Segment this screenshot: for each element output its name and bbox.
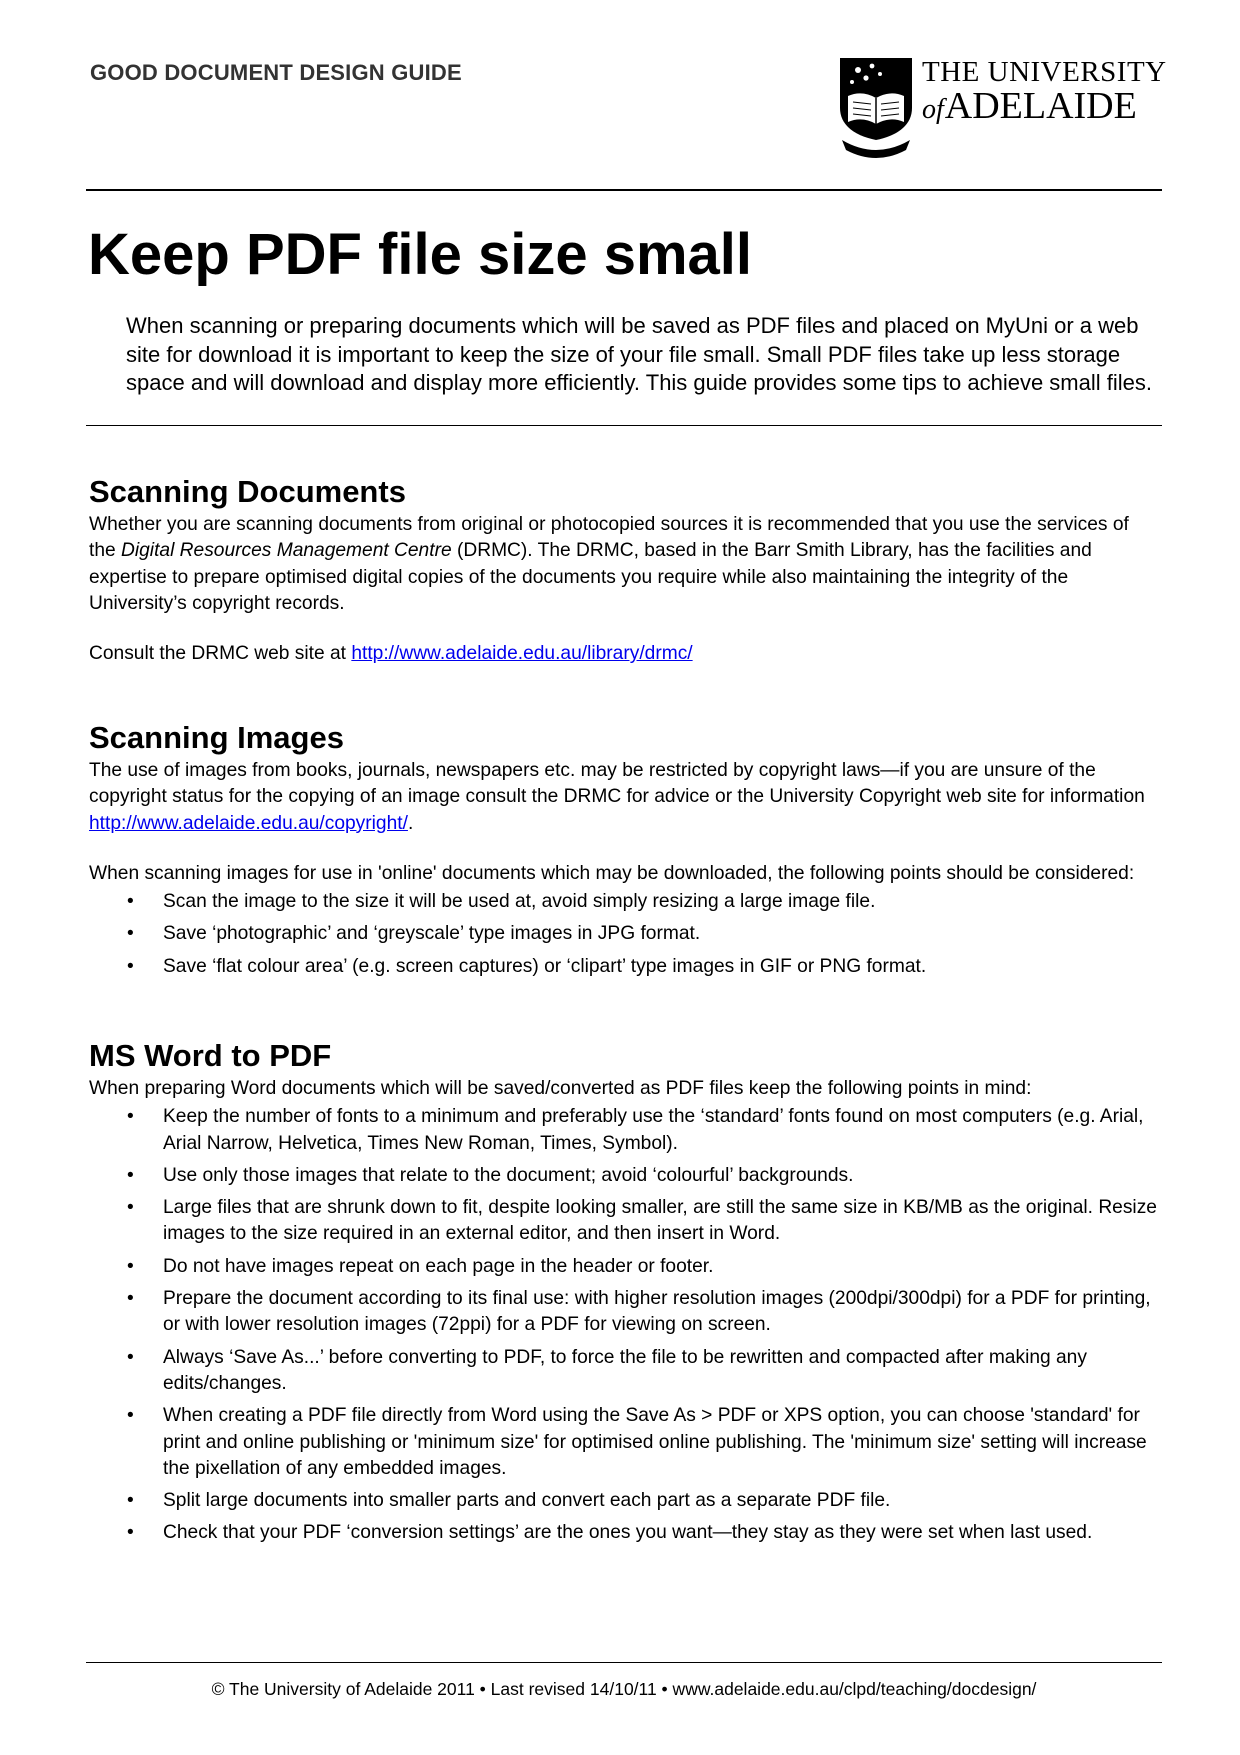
consult-paragraph	[89, 641, 1159, 667]
header-divider	[86, 189, 1162, 191]
drmc-link[interactable]: http://www.adelaide.edu.au/library/drmc/	[351, 643, 693, 665]
logo-name: ADELAIDE	[944, 85, 1137, 127]
intro-paragraph: When scanning or preparing documents which will be saved as PDF files and placed on MyUni or a web site for download it is important to keep the size of your file small. Small PDF files take up less storage space and will download and display more efficiently. This guide provides some tips to achieve small files.	[126, 313, 1152, 395]
text-run: (DRMC). The DRMC, based in the Barr Smith Library, has the facilities and expertise to prepare optimised digital copies of the documents you require while also maintaining the integrity of the University’s copyright records.	[89, 540, 1092, 614]
section-heading: Scanning Images	[89, 720, 344, 755]
list-item: • Scan the image to the size it will be used at, avoid simply resizing a large image file.	[89, 889, 1159, 915]
section-word-to-pdf	[89, 1036, 1159, 1547]
section-paragraph	[89, 512, 1159, 617]
page-footer: © The University of Adelaide 2011 • Last revised 14/10/11 • www.adelaide.edu.au/clpd/teaching/docdesign/	[211, 1679, 1037, 1699]
intro-divider	[86, 425, 1162, 426]
university-logo	[836, 56, 1167, 164]
bullet-list	[89, 1104, 1159, 1546]
logo-line1: THE UNIVERSITY	[922, 56, 1167, 88]
copyright-link[interactable]: http://www.adelaide.edu.au/copyright/	[89, 812, 408, 834]
section-paragraph: When preparing Word documents which will be saved/converted as PDF files keep the following points in mind:	[89, 1078, 1032, 1099]
section-scanning-images	[89, 718, 1159, 980]
list-item: • Do not have images repeat on each page in the header or footer.	[89, 1254, 1159, 1280]
logo-line2	[922, 84, 1137, 132]
list-item: • Save ‘photographic’ and ‘greyscale’ type images in JPG format.	[89, 921, 1159, 947]
text-run: Whether you are scanning documents from original or photocopied sources it is recommended that you use the services of the	[89, 514, 1129, 562]
list-item: • Split large documents into smaller parts and convert each part as a separate PDF file.	[89, 1488, 1159, 1514]
text-run: The use of images from books, journals, newspapers etc. may be restricted by copyright laws—if you are unsure of the copyright status for the copying of an image consult the DRMC for advice or the University Copyright web site for information	[89, 760, 1145, 808]
drmc-name: Digital Resources Management Centre	[121, 540, 452, 562]
list-item: • When creating a PDF file directly from Word using the Save As > PDF or XPS option, you can choose 'standard' for print and online publishing or 'minimum size' for optimised online publishing. The 'minimum size' setting will increase the pixellation of any embedded images.	[89, 1403, 1159, 1482]
guide-label: GOOD DOCUMENT DESIGN GUIDE	[90, 60, 462, 85]
section-heading: Scanning Documents	[89, 474, 406, 509]
list-item: • Use only those images that relate to the document; avoid ‘colourful’ backgrounds.	[89, 1163, 1159, 1189]
section-heading: MS Word to PDF	[89, 1038, 332, 1073]
text-run: .	[407, 812, 414, 834]
text-run: Consult the DRMC web site at	[89, 643, 352, 665]
bullet-list	[89, 889, 1159, 980]
list-item: • Check that your PDF ‘conversion settings’ are the ones you want—they stay as they were set when last used.	[89, 1520, 1159, 1546]
section-scanning-documents	[89, 472, 1159, 667]
list-item: • Save ‘flat colour area’ (e.g. screen captures) or ‘clipart’ type images in GIF or PNG format.	[89, 954, 1159, 980]
list-item: • Keep the number of fonts to a minimum and preferably use the ‘standard’ fonts found on most computers (e.g. Arial, Arial Narrow, Helvetica, Times New Roman, Times, Symbol).	[89, 1104, 1159, 1157]
list-item: • Always ‘Save As...’ before converting to PDF, to force the file to be rewritten and compacted after making any edits/changes.	[89, 1345, 1159, 1398]
section-paragraph: When scanning images for use in 'online' documents which may be downloaded, the following points should be considered:	[89, 862, 1135, 884]
list-item: • Prepare the document according to its final use: with higher resolution images (200dpi/300dpi) for a PDF for printing, or with lower resolution images (72ppi) for a PDF for viewing on screen.	[89, 1286, 1159, 1339]
university-crest-icon	[836, 56, 916, 164]
page-title: Keep PDF file size small	[88, 222, 753, 287]
footer-divider	[86, 1662, 1162, 1663]
list-item: • Large files that are shrunk down to fit, despite looking smaller, are still the same size in KB/MB as the original. Resize images to the size required in an external editor, and then insert in Word.	[89, 1195, 1159, 1248]
section-paragraph	[89, 758, 1159, 837]
logo-of: of	[922, 94, 944, 125]
